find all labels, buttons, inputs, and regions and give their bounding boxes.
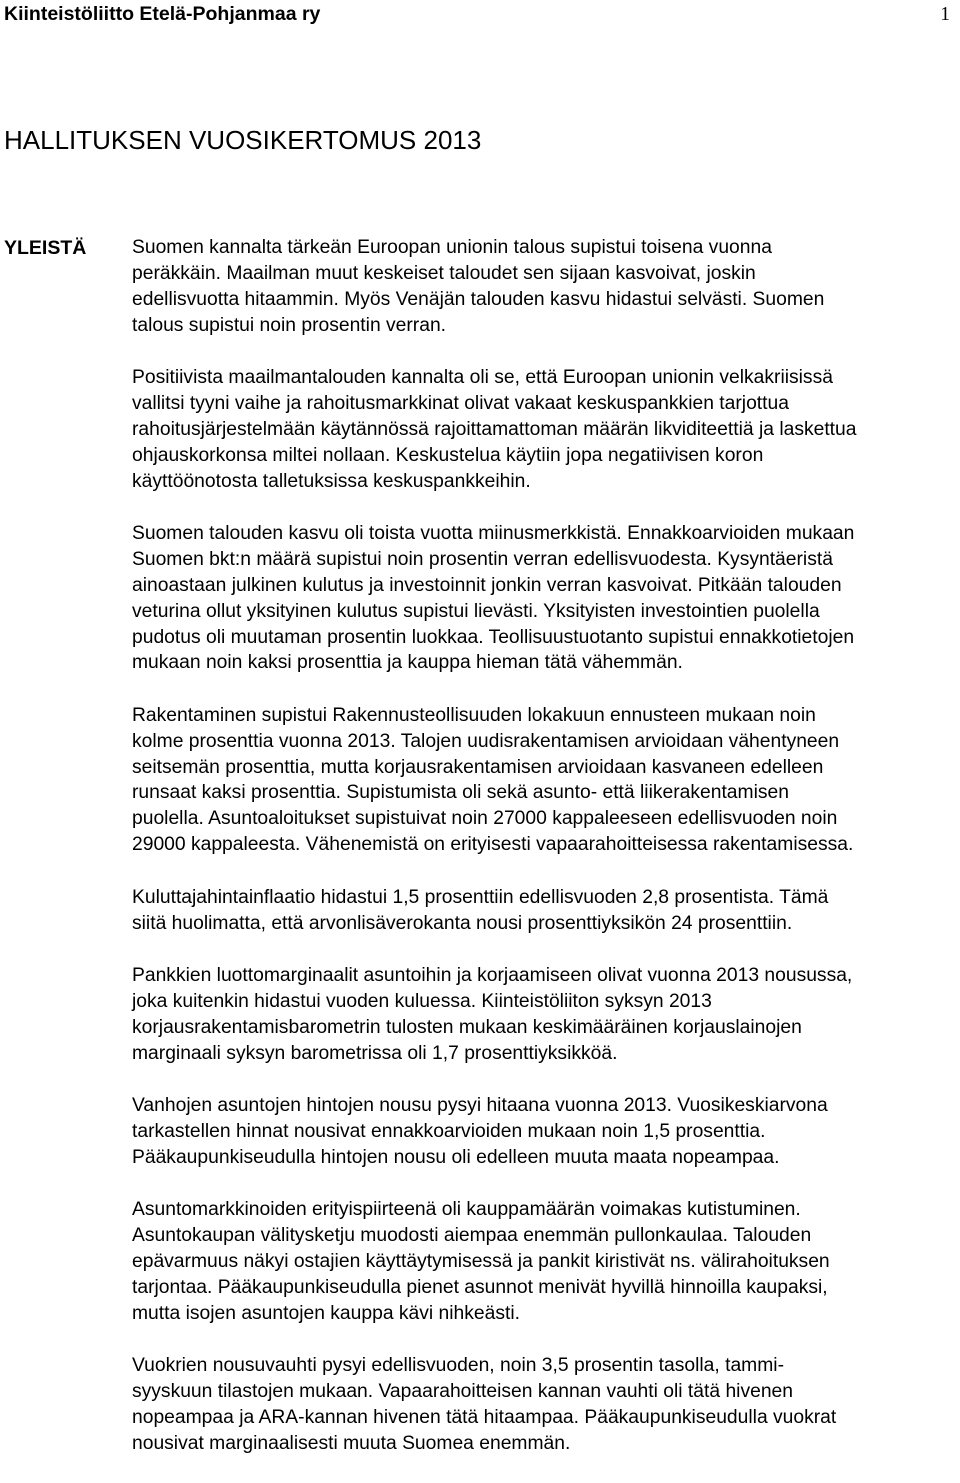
text-line: käyttöönotosta talletuksissa keskuspankkeihin.: [132, 470, 531, 492]
section-label: YLEISTÄ: [4, 237, 87, 259]
section-body: [132, 235, 956, 1483]
text-line: joka kuitenkin hidastui vuoden kuluessa. Kiinteistöliiton syksyn 2013: [132, 990, 712, 1012]
page-number: 1: [940, 4, 950, 25]
text-line: mukaan noin kaksi prosenttia ja kauppa hieman tätä vähemmän.: [132, 652, 683, 674]
text-line: Kuluttajahintainflaatio hidastui 1,5 prosenttiin edellisvuoden 2,8 prosentista. Tämä: [132, 886, 829, 908]
text-line: Vuokrien nousuvauhti pysyi edellisvuoden, noin 3,5 prosentin tasolla, tammi-: [132, 1354, 785, 1376]
text-line: Pankkien luottomarginaalit asuntoihin ja korjaamiseen olivat vuonna 2013 nousussa,: [132, 964, 853, 986]
text-line: korjausrakentamisbarometrin tulosten mukaan keskimääräinen korjauslainojen: [132, 1016, 802, 1038]
document-title: HALLITUKSEN VUOSIKERTOMUS 2013: [4, 125, 482, 155]
text-line: runsaat kaksi prosenttia. Supistumista oli sekä asunto- että liikerakentamisen: [132, 782, 789, 804]
text-line: tarjontaa. Pääkaupunkiseudulla pienet asunnot menivät hyvillä hinnoilla kaupaksi,: [132, 1276, 828, 1298]
text-line: pudotus oli muutaman prosentin luokkaa. Teollisuustuotanto supistui ennakkotietojen: [132, 626, 855, 648]
text-line: 29000 kappaleesta. Vähenemistä on erityisesti vapaarahoitteisessa rakentamisessa.: [132, 834, 854, 856]
text-line: talous supistui noin prosentin verran.: [132, 314, 447, 336]
text-line: marginaali syksyn barometrissa oli 1,7 prosenttiyksikköä.: [132, 1042, 618, 1064]
paragraph: [132, 703, 956, 858]
text-line: mutta isojen asuntojen kauppa kävi nihkeästi.: [132, 1302, 521, 1324]
text-line: rahoitusjärjestelmään käytännössä rajoittamattoman määrän likviditeettiä ja laskettua: [132, 418, 857, 440]
text-line: Pääkaupunkiseudulla hintojen nousu oli edelleen muuta maata nopeampaa.: [132, 1146, 780, 1168]
paragraph: [132, 963, 956, 1067]
paragraph: [132, 521, 956, 676]
paragraph: [132, 365, 956, 495]
text-line: vallitsi tyyni vaihe ja rahoitusmarkkinat olivat vakaat keskuspankkien tarjottua: [132, 392, 789, 414]
text-line: seitsemän prosenttia, mutta korjausrakentamisen arvioidaan kasvaneen edelleen: [132, 756, 824, 778]
text-line: Asuntomarkkinoiden erityispiirteenä oli kauppamäärän voimakas kutistuminen.: [132, 1198, 801, 1220]
paragraph: [132, 885, 956, 937]
text-line: Positiivista maailmantalouden kannalta oli se, että Euroopan unionin velkakriisissä: [132, 367, 833, 389]
text-line: ainoastaan julkinen kulutus ja investoinnit jonkin verran kasvoivat. Pitkään talouden: [132, 574, 842, 596]
text-line: syyskuun tilastojen mukaan. Vapaarahoitteisen kannan vauhti oli tätä hivenen: [132, 1380, 793, 1402]
text-line: Suomen bkt:n määrä supistui noin prosentin verran edellisvuodesta. Kysyntäeristä: [132, 548, 833, 570]
text-line: tarkastellen hinnat nousivat ennakkoarvioiden mukaan noin 1,5 prosenttia.: [132, 1120, 766, 1142]
page-header-organization: Kiinteistöliitto Etelä-Pohjanmaa ry: [4, 3, 321, 25]
text-line: epävarmuus näkyi ostajien käyttäytymisessä ja pankit kiristivät ns. välirahoituksen: [132, 1250, 830, 1272]
paragraph: [132, 1093, 956, 1171]
text-line: nousivat marginaalisesti muuta Suomea enemmän.: [132, 1432, 571, 1454]
text-line: Suomen talouden kasvu oli toista vuotta miinusmerkkistä. Ennakkoarvioiden mukaan: [132, 522, 855, 544]
text-line: edellisvuotta hitaammin. Myös Venäjän talouden kasvu hidastui selvästi. Suomen: [132, 288, 825, 310]
text-line: puolella. Asuntoaloitukset supistuivat noin 27000 kappaleeseen edellisvuoden noin: [132, 808, 838, 830]
text-line: Asuntokaupan välitysketju muodosti aiempaa enemmän pullonkaulaa. Talouden: [132, 1224, 812, 1246]
text-line: Suomen kannalta tärkeän Euroopan unionin talous supistui toisena vuonna: [132, 237, 772, 258]
text-line: veturina ollut yksityinen kulutus supistui lievästi. Yksityisten investointien puolella: [132, 600, 820, 622]
paragraph: [132, 1197, 956, 1327]
text-line: Vanhojen asuntojen hintojen nousu pysyi hitaana vuonna 2013. Vuosikeskiarvona: [132, 1094, 828, 1116]
paragraph: [132, 235, 956, 339]
text-line: kolme prosenttia vuonna 2013. Talojen uudisrakentamisen arvioidaan vähentyneen: [132, 730, 840, 752]
text-line: peräkkäin. Maailman muut keskeiset taloudet sen sijaan kasvoivat, joskin: [132, 262, 756, 284]
text-line: Rakentaminen supistui Rakennusteollisuuden lokakuun ennusteen mukaan noin: [132, 704, 816, 726]
text-line: ohjauskorkonsa miltei nollaan. Keskustelua käytiin jopa negatiivisen koron: [132, 444, 764, 466]
text-line: nopeampaa ja ARA-kannan hivenen tätä hitaampaa. Pääkaupunkiseudulla vuokrat: [132, 1406, 837, 1428]
text-line: siitä huolimatta, että arvonlisäverokanta nousi prosenttiyksikön 24 prosenttiin.: [132, 912, 793, 934]
paragraph: [132, 1353, 956, 1457]
